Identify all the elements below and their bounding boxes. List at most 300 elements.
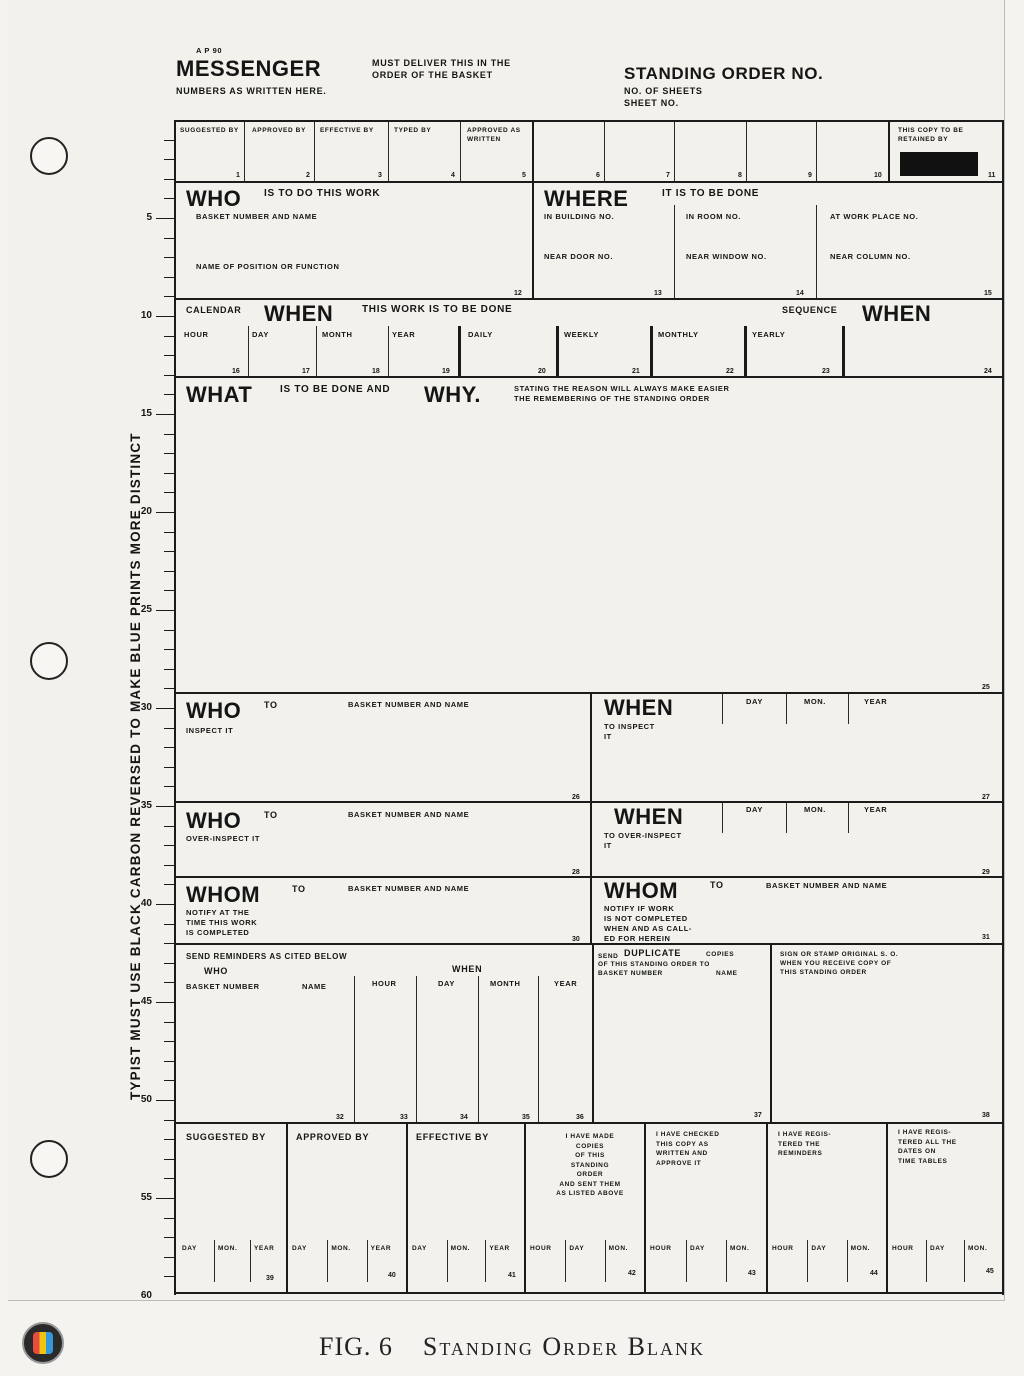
inspect-who-title: WHO (186, 698, 242, 723)
field-number: 43 (748, 1270, 756, 1277)
cell-divider (842, 326, 845, 376)
cell-divider (744, 326, 747, 376)
building-label[interactable]: IN BUILDING NO. (544, 212, 615, 221)
who-basket-label[interactable]: BASKET NUMBER AND NAME (196, 212, 318, 221)
cell-divider (354, 976, 355, 1122)
ruler-tick (164, 257, 174, 258)
ruler-tick (156, 1198, 174, 1199)
bottom-approved[interactable]: APPROVED BY (296, 1132, 370, 1142)
cell-divider (726, 1240, 727, 1282)
ruler-tick (156, 806, 174, 807)
field-number: 45 (986, 1268, 994, 1275)
cell-divider (722, 694, 723, 724)
cell-divider (650, 326, 653, 376)
app-logo-icon[interactable] (22, 1322, 64, 1364)
field-number: 44 (870, 1270, 878, 1277)
cell-divider (686, 1240, 687, 1282)
figure-title: Standing Order Blank (422, 1332, 706, 1361)
over-who-title: WHO (186, 808, 242, 833)
cell-divider (406, 1124, 408, 1292)
form-bottom-border (174, 1292, 1004, 1294)
date-sub-label[interactable]: MON. (450, 1245, 471, 1252)
reminders-year[interactable]: YEAR (554, 979, 578, 988)
ruler-number: 50 (140, 1094, 152, 1105)
date-sub-label[interactable]: MON. (968, 1245, 988, 1252)
whom-left-basket[interactable]: BASKET NUMBER AND NAME (348, 884, 470, 893)
cell-divider (722, 803, 723, 833)
field-number: 24 (984, 368, 992, 375)
figure-caption (0, 1332, 1024, 1362)
cell-divider (674, 205, 675, 298)
field-number: 6 (596, 172, 600, 179)
field-number: 34 (460, 1114, 468, 1121)
field-number: 3 (378, 172, 382, 179)
text-line: I HAVE CHECKED (656, 1131, 720, 1138)
text-line: AND SENT THEM (559, 1180, 621, 1188)
whom-right-note-3: WHEN AND AS CALL- (604, 924, 692, 933)
date-sub-label[interactable]: HOUR (650, 1245, 672, 1252)
text-line: REMINDERS (778, 1150, 823, 1157)
sign-line-3: THIS STANDING ORDER (780, 969, 867, 976)
bottom-suggested[interactable]: SUGGESTED BY (186, 1132, 266, 1142)
sequence-label: SEQUENCE (782, 305, 838, 315)
cell-divider (786, 803, 787, 833)
ruler-tick (164, 649, 174, 650)
ruler-tick (164, 1237, 174, 1238)
text-line: STANDING (570, 1161, 610, 1169)
ruler-tick (164, 669, 174, 670)
cell-divider (807, 1240, 808, 1282)
typed-by-cell[interactable]: TYPED BY (394, 127, 432, 134)
cell-divider (926, 1240, 927, 1282)
inspect-sub: INSPECT IT (186, 726, 234, 735)
who-position-label[interactable]: NAME OF POSITION OR FUNCTION (196, 262, 340, 271)
ruler-tick (164, 786, 174, 787)
sign-line-2: WHEN YOU RECEIVE COPY OF (780, 960, 892, 967)
messenger-note-1: MUST DELIVER THIS IN THE (372, 58, 511, 68)
text-line: TERED ALL THE (898, 1138, 957, 1146)
daily-cell[interactable]: DAILY (468, 330, 493, 339)
when-subtitle: THIS WORK IS TO BE DONE (362, 304, 513, 315)
cell-divider (847, 1240, 848, 1282)
text-line: DATES ON (898, 1148, 936, 1155)
field-number: 19 (442, 368, 450, 375)
text-line: I HAVE MADE (565, 1133, 615, 1140)
date-sub-label[interactable]: DAY (690, 1245, 705, 1252)
ruler-tick (164, 434, 174, 435)
hour-cell[interactable]: HOUR (184, 330, 209, 339)
door-label[interactable]: NEAR DOOR NO. (544, 252, 614, 261)
date-sub-label[interactable]: HOUR (892, 1245, 914, 1252)
field-number: 37 (754, 1112, 762, 1119)
row-line (174, 692, 1004, 694)
text-line: ORDER (576, 1171, 604, 1178)
duplicate-post: COPIES (706, 951, 735, 958)
ruler-tick (164, 355, 174, 356)
ruler-tick (164, 336, 174, 337)
ruler-tick (156, 708, 174, 709)
date-sub-label[interactable]: YEAR (370, 1245, 392, 1252)
inspect-when-sub-1: TO INSPECT (604, 722, 655, 731)
punch-hole-middle (30, 642, 68, 680)
ruler-tick (164, 924, 174, 925)
why-title: WHY. (424, 382, 481, 407)
text-line: WRITTEN AND (656, 1150, 708, 1157)
ruler-number: 45 (140, 996, 152, 1007)
cell-divider (447, 1240, 448, 1282)
ruler-number: 10 (140, 310, 152, 321)
ruler-number: 5 (146, 212, 152, 223)
over-to: TO (264, 810, 278, 820)
cell-divider (848, 803, 849, 833)
ruler-tick (164, 296, 174, 297)
column-label[interactable]: NEAR COLUMN NO. (830, 252, 911, 261)
ruler-tick (156, 316, 174, 317)
whom-right-title: WHOM (604, 878, 679, 903)
cell-divider (286, 1124, 288, 1292)
date-sub-label[interactable]: YEAR (489, 1245, 510, 1252)
ruler-tick (164, 238, 174, 239)
field-number: 33 (400, 1114, 408, 1121)
field-number: 9 (808, 172, 812, 179)
whom-left-to: TO (292, 884, 306, 894)
cell-divider (524, 1124, 526, 1292)
cell-divider (532, 183, 534, 298)
work-place-label[interactable]: AT WORK PLACE NO. (830, 212, 919, 221)
field-number: 17 (302, 368, 310, 375)
field-number: 4 (451, 172, 455, 179)
reminders-name[interactable]: NAME (302, 982, 327, 991)
row-line (174, 943, 1004, 945)
date-sub-label[interactable]: MON. (218, 1245, 238, 1252)
over-when-title: WHEN (614, 804, 684, 829)
ruler-tick (164, 1178, 174, 1179)
ruler-tick (164, 982, 174, 983)
ruler-tick (164, 1022, 174, 1023)
text-line: OF THIS (575, 1152, 605, 1159)
over-sub: OVER-INSPECT IT (186, 834, 261, 843)
ruler-tick (164, 1080, 174, 1081)
ruler-tick (164, 473, 174, 474)
ruler-number: 25 (140, 604, 152, 615)
whom-right-to: TO (710, 880, 724, 890)
field-number: 39 (266, 1275, 274, 1282)
date-sub-label[interactable]: DAY (569, 1245, 585, 1252)
sheet-no: SHEET NO. (624, 98, 679, 108)
reminders-day[interactable]: DAY (438, 979, 455, 988)
standing-order-no: STANDING ORDER NO. (624, 64, 824, 83)
over-mon[interactable]: MON. (804, 805, 826, 814)
field-number: 7 (666, 172, 670, 179)
cell-divider (848, 694, 849, 724)
cell-divider (244, 122, 245, 181)
duplicate-name[interactable]: NAME (716, 970, 738, 977)
field-number: 25 (982, 684, 990, 691)
date-sub-label[interactable]: MON. (608, 1245, 629, 1252)
text-line: APPROVE IT (656, 1159, 702, 1167)
date-sub-label[interactable]: DAY (292, 1245, 307, 1252)
field-number: 11 (988, 172, 996, 179)
date-sub-label[interactable]: DAY (930, 1245, 945, 1252)
field-number: 8 (738, 172, 742, 179)
ruler-tick (164, 767, 174, 768)
ruler-tick (164, 865, 174, 866)
ruler-number: 55 (140, 1192, 152, 1203)
cell-divider (460, 122, 461, 181)
day-cell[interactable]: DAY (252, 330, 269, 339)
approved-by-cell[interactable]: APPROVED BY (252, 127, 306, 134)
cell-divider (367, 1240, 368, 1282)
ruler-tick (164, 826, 174, 827)
inspect-year[interactable]: YEAR (864, 697, 888, 706)
cell-divider (886, 1124, 888, 1292)
sequence-when-title: WHEN (862, 301, 932, 326)
ruler-tick (164, 1159, 174, 1160)
field-number: 29 (982, 869, 990, 876)
cell-divider (604, 122, 605, 181)
ruler-tick (164, 453, 174, 454)
ruler-tick (164, 1139, 174, 1140)
field-number: 22 (726, 368, 734, 375)
ruler-tick (164, 1276, 174, 1277)
redacted-box (900, 152, 978, 176)
ruler-tick (156, 1002, 174, 1003)
inspect-to: TO (264, 700, 278, 710)
what-text-area[interactable] (180, 412, 996, 682)
field-number: 12 (514, 290, 522, 297)
field-number: 31 (982, 934, 990, 941)
ruler-tick (156, 610, 174, 611)
who-subtitle: IS TO DO THIS WORK (264, 188, 381, 199)
date-sub-label[interactable]: MON. (850, 1245, 871, 1252)
window-label[interactable]: NEAR WINDOW NO. (686, 252, 767, 261)
field-number: 14 (796, 290, 804, 297)
over-when-sub-2: IT (604, 841, 612, 850)
ruler-tick (164, 630, 174, 631)
cell-divider (746, 122, 747, 181)
suggested-by-cell[interactable]: SUGGESTED BY (180, 127, 239, 134)
monthly-cell[interactable]: MONTHLY (658, 330, 699, 339)
date-sub-label[interactable]: DAY (811, 1245, 827, 1252)
ruler-tick (164, 884, 174, 885)
ruler-number: 20 (140, 506, 152, 517)
month-cell[interactable]: MONTH (322, 330, 353, 339)
inspect-when-sub-2: IT (604, 732, 612, 741)
ruler-tick (164, 943, 174, 944)
date-sub-label[interactable]: DAY (412, 1245, 427, 1252)
reminders-header: SEND REMINDERS AS CITED BELOW (186, 952, 348, 961)
over-basket[interactable]: BASKET NUMBER AND NAME (348, 810, 470, 819)
cell-divider (816, 122, 817, 181)
whom-right-basket[interactable]: BASKET NUMBER AND NAME (766, 881, 888, 890)
what-title: WHAT (186, 382, 253, 407)
reminders-who: WHO (204, 966, 229, 976)
date-sub-label[interactable]: MON. (730, 1245, 750, 1252)
ruler-tick (164, 590, 174, 591)
inspect-basket[interactable]: BASKET NUMBER AND NAME (348, 700, 470, 709)
cell-divider (327, 1240, 328, 1282)
field-number: 30 (572, 936, 580, 943)
reminders-when: WHEN (452, 964, 483, 974)
cell-divider (766, 1124, 768, 1292)
inspect-day[interactable]: DAY (746, 697, 763, 706)
over-day[interactable]: DAY (746, 805, 763, 814)
cell-divider (888, 122, 890, 181)
field-number: 13 (654, 290, 662, 297)
field-number: 20 (538, 368, 546, 375)
ruler-tick (164, 1257, 174, 1258)
form-code: A P 90 (196, 46, 223, 55)
inspect-mon[interactable]: MON. (804, 697, 826, 706)
ruler-tick (164, 375, 174, 376)
ruler-tick (164, 394, 174, 395)
date-sub-label[interactable]: HOUR (772, 1245, 794, 1252)
ruler-tick (164, 140, 174, 141)
messenger-note-2: ORDER OF THE BASKET (372, 70, 493, 80)
cell-divider (964, 1240, 965, 1282)
cell-divider (314, 122, 315, 181)
ruler-tick (156, 218, 174, 219)
cell-divider (248, 326, 249, 376)
text-line: COPIES (575, 1142, 605, 1150)
cell-divider (532, 122, 534, 181)
text-line: I HAVE REGIS- (898, 1129, 952, 1136)
date-sub-label[interactable]: YEAR (254, 1245, 275, 1252)
row-line (174, 298, 1004, 300)
ruler-tick (156, 512, 174, 513)
duplicate-line-2: OF THIS STANDING ORDER TO (598, 961, 710, 968)
ruler-number: 35 (140, 800, 152, 811)
ruler-line (174, 120, 176, 1295)
field-number: 10 (874, 172, 882, 179)
ruler-tick (164, 532, 174, 533)
ruler-tick (164, 963, 174, 964)
retained-by-cell[interactable]: THIS COPY TO BE RETAINED BY (898, 127, 964, 143)
bottom-effective[interactable]: EFFECTIVE BY (416, 1132, 489, 1142)
ruler-number: 60 (140, 1290, 152, 1301)
cell-divider (416, 976, 417, 1122)
ruler-tick (164, 492, 174, 493)
no-of-sheets: NO. OF SHEETS (624, 86, 703, 96)
cell-divider (388, 122, 389, 181)
figure-number: FIG. 6 (318, 1332, 393, 1361)
whom-right-note-4: ED FOR HEREIN (604, 934, 671, 943)
cell-divider (674, 122, 675, 181)
row-line (174, 876, 1004, 878)
field-number: 27 (982, 794, 990, 801)
whom-right-note-2: IS NOT COMPLETED (604, 914, 688, 923)
field-number: 42 (628, 1270, 636, 1277)
reminders-hour[interactable]: HOUR (372, 979, 397, 988)
duplicate-pre: SEND (598, 953, 619, 960)
field-number: 15 (984, 290, 992, 297)
date-sub-label[interactable]: MON. (331, 1245, 351, 1252)
ruler-tick (164, 571, 174, 572)
cell-divider (214, 1240, 215, 1282)
field-number: 5 (522, 172, 526, 179)
field-number: 2 (306, 172, 310, 179)
ruler-tick (164, 688, 174, 689)
ruler-tick (164, 277, 174, 278)
ruler-tick (164, 1120, 174, 1121)
field-number: 38 (982, 1112, 990, 1119)
row-line (174, 1122, 1004, 1124)
duplicate-title: DUPLICATE (624, 948, 682, 958)
whom-left-note-3: IS COMPLETED (186, 928, 250, 937)
date-sub-label[interactable]: HOUR (530, 1245, 552, 1252)
field-number: 18 (372, 368, 380, 375)
ruler-tick (164, 728, 174, 729)
ruler-tick (164, 1218, 174, 1219)
over-year[interactable]: YEAR (864, 805, 888, 814)
where-subtitle: IT IS TO BE DONE (662, 188, 760, 199)
over-when-sub-1: TO OVER-INSPECT (604, 831, 682, 840)
ruler-number: 40 (140, 898, 152, 909)
approved-as-written-cell[interactable]: APPROVED AS WRITTEN (467, 127, 521, 143)
messenger-note-3: NUMBERS AS WRITTEN HERE. (176, 86, 327, 96)
cell-divider (565, 1240, 566, 1282)
reminders-basket[interactable]: BASKET NUMBER (186, 982, 260, 991)
field-number: 16 (232, 368, 240, 375)
typist-instruction: TYPIST MUST USE BLACK CARBON REVERSED TO MAKE BLUE PRINTS MORE DISTINCT (128, 432, 143, 1100)
field-number: 28 (572, 869, 580, 876)
field-number: 36 (576, 1114, 584, 1121)
field-number: 40 (388, 1272, 396, 1279)
field-number: 21 (632, 368, 640, 375)
sign-line-1: SIGN OR STAMP ORIGINAL S. O. (780, 951, 899, 958)
field-number: 35 (522, 1114, 530, 1121)
row-line (174, 376, 1004, 378)
sign-area[interactable] (776, 982, 996, 1112)
ruler-number: 15 (140, 408, 152, 419)
punch-hole-bottom (30, 1140, 68, 1178)
ruler-tick (156, 414, 174, 415)
ruler-tick (156, 1100, 174, 1101)
text-line: AS LISTED ABOVE (556, 1190, 624, 1197)
whom-left-title: WHOM (186, 882, 261, 907)
punch-hole-top (30, 137, 68, 175)
yearly-cell[interactable]: YEARLY (752, 330, 786, 339)
what-note-2: THE REMEMBERING OF THE STANDING ORDER (514, 394, 710, 403)
ruler-tick (164, 845, 174, 846)
year-cell[interactable]: YEAR (392, 330, 416, 339)
date-sub-label[interactable]: DAY (182, 1245, 197, 1252)
where-title: WHERE (544, 186, 629, 211)
duplicate-basket[interactable]: BASKET NUMBER (598, 970, 663, 977)
cell-divider (458, 326, 461, 376)
room-label[interactable]: IN ROOM NO. (686, 212, 741, 221)
reminders-month[interactable]: MONTH (490, 979, 521, 988)
messenger-title: MESSENGER (176, 56, 322, 81)
what-note-1: STATING THE REASON WILL ALWAYS MAKE EASIER (514, 384, 730, 393)
cell-divider (786, 694, 787, 724)
cell-divider (478, 976, 479, 1122)
weekly-cell[interactable]: WEEKLY (564, 330, 599, 339)
ruler-number: 30 (140, 702, 152, 713)
whom-left-note-2: TIME THIS WORK (186, 918, 258, 927)
ruler-tick (164, 1061, 174, 1062)
field-number: 32 (336, 1114, 344, 1121)
ruler-tick (156, 904, 174, 905)
effective-by-cell[interactable]: EFFECTIVE BY (320, 127, 374, 134)
text-line: TERED THE (778, 1140, 821, 1148)
cell-divider (605, 1240, 606, 1282)
field-number: 41 (508, 1272, 516, 1279)
field-number: 1 (236, 172, 240, 179)
cell-divider (592, 945, 594, 1122)
row-line (174, 181, 1004, 183)
ruler-tick (164, 159, 174, 160)
